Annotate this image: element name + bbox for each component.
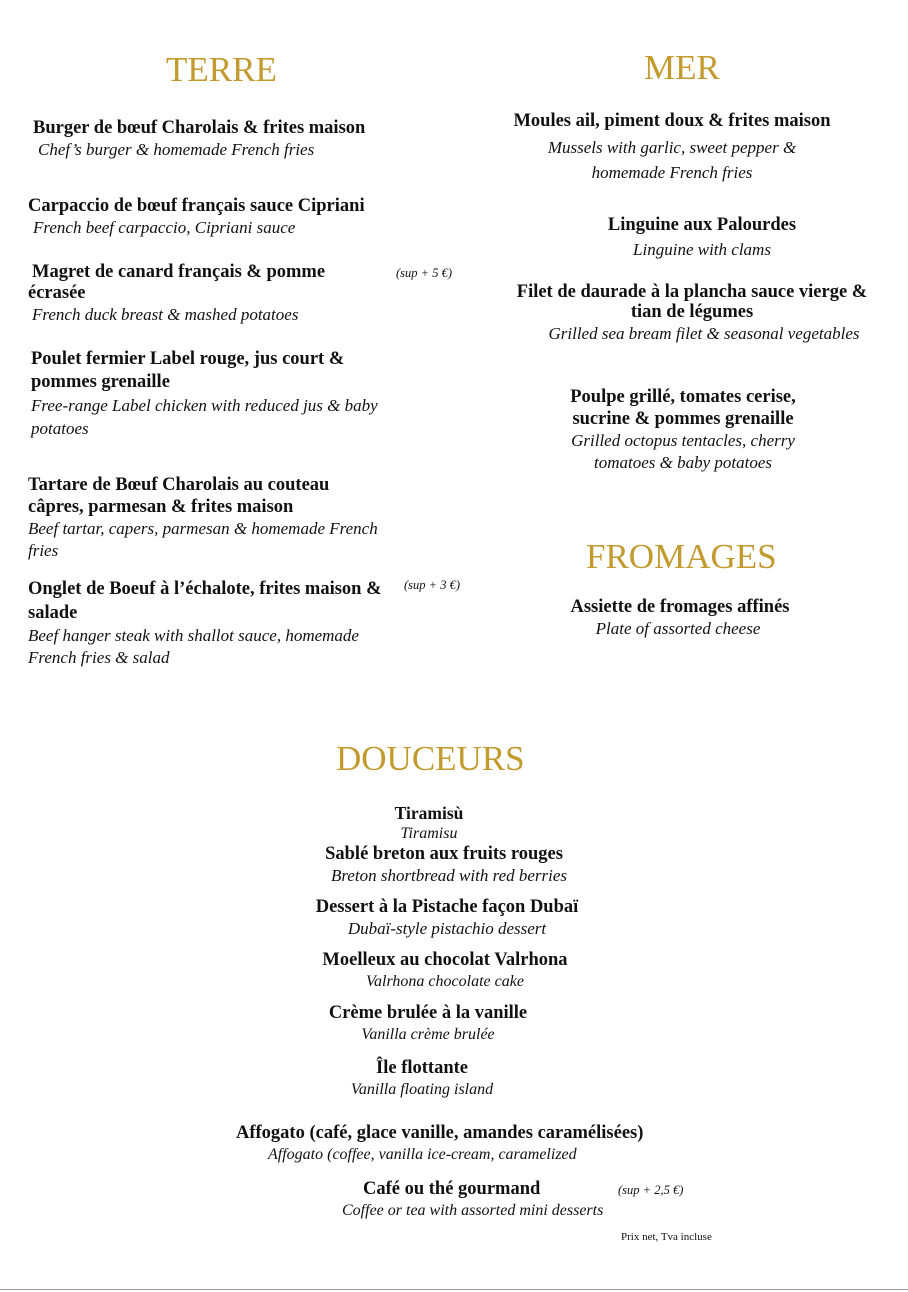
- dish-name-en: Coffee or tea with assorted mini desserts: [342, 1202, 604, 1219]
- dish-name-fr: Filet de daurade à la plancha sauce vierge & tian de légumes: [516, 282, 868, 322]
- dish-name-en: Beef tartar, capers, parmesan & homemade French fries: [28, 519, 378, 560]
- dish-name-fr: Poulpe grillé, tomates cerise, sucrine & pommes grenaille: [570, 387, 796, 429]
- dish-name-en: Dubaï-style pistachio dessert: [347, 919, 547, 938]
- menu-item: [297, 896, 597, 940]
- dish-name-en: Mussels with garlic, sweet pepper & homemade French fries: [547, 138, 797, 182]
- menu-item: [342, 1178, 612, 1222]
- mer-heading: MER: [644, 48, 720, 87]
- dish-name-fr: Moelleux au chocolat Valrhona: [322, 950, 568, 970]
- dish-name-fr: Burger de bœuf Charolais & frites maison: [33, 118, 366, 138]
- menu-item: [28, 577, 393, 669]
- page-bottom-border: [0, 1289, 908, 1290]
- menu-item: [542, 214, 862, 261]
- dish-name-fr: Café ou thé gourmand: [363, 1179, 541, 1199]
- menu-item: [33, 117, 413, 161]
- menu-item: [492, 110, 852, 185]
- supplement-price: (sup + 3 €): [404, 578, 460, 592]
- menu-item: [304, 949, 586, 993]
- dish-name-en: Affogato (coffee, vanilla ice-cream, caramelized: [268, 1146, 577, 1163]
- menu-item: [512, 282, 872, 345]
- fromages-heading: FROMAGES: [586, 537, 777, 576]
- dish-name-fr: Crème brulée à la vanille: [328, 1003, 528, 1023]
- dish-name-en: Linguine with clams: [633, 240, 771, 259]
- price-note: Prix net, Tva incluse: [621, 1231, 712, 1243]
- dish-name-en: Tiramisu: [400, 825, 458, 842]
- menu-item: [31, 348, 381, 440]
- dish-name-en: Grilled octopus tentacles, cherry tomatoes & baby potatoes: [571, 431, 795, 472]
- dish-name-en: Breton shortbread with red berries: [330, 866, 568, 885]
- supplement-price: (sup + 5 €): [396, 266, 452, 280]
- dish-name-fr: Dessert à la Pistache façon Dubaï: [315, 897, 579, 917]
- dish-name-fr: Sablé breton aux fruits rouges: [325, 844, 563, 864]
- dish-name-en: Vanilla floating island: [350, 1081, 494, 1098]
- menu-item: [329, 803, 529, 844]
- dish-name-fr: Tartare de Bœuf Charolais au couteau câpres, parmesan & frites maison: [28, 475, 330, 517]
- dish-name-fr: Assiette de fromages affinés: [570, 597, 790, 617]
- dish-name-en: Beef hanger steak with shallot sauce, homemade French fries & salad: [28, 626, 359, 667]
- menu-item: [236, 1122, 686, 1166]
- dish-name-fr: Onglet de Boeuf à l’échalote, frites maison & salade: [28, 579, 382, 623]
- dish-name-en: Plate of assorted cheese: [595, 619, 761, 638]
- menu-item: [28, 195, 413, 239]
- dish-name-en: Valrhona chocolate cake: [366, 973, 524, 990]
- supplement-price: (sup + 2,5 €): [618, 1183, 684, 1197]
- dish-name-en: Grilled sea bream filet & seasonal vegetables: [548, 324, 860, 343]
- dish-name-en: French duck breast & mashed potatoes: [32, 305, 299, 324]
- menu-item: [548, 596, 812, 640]
- menu-item: [28, 474, 378, 562]
- menu-item: [322, 1057, 522, 1101]
- terre-heading: TERRE: [166, 50, 277, 89]
- dish-name-fr: Tiramisù: [394, 803, 464, 823]
- dish-name-fr: Carpaccio de bœuf français sauce Cipriani: [28, 196, 365, 216]
- dish-name-en: Vanilla crème brulée: [361, 1026, 495, 1043]
- dish-name-fr: Moules ail, piment doux & frites maison: [513, 111, 831, 131]
- douceurs-heading: DOUCEURS: [336, 739, 525, 778]
- dish-name-fr: Magret de canard français & pomme écrasée: [28, 262, 326, 303]
- dish-name-fr: Poulet fermier Label rouge, jus court & pommes grenaille: [31, 349, 345, 392]
- dish-name-fr: Île flottante: [376, 1058, 468, 1078]
- dish-name-en: Free-range Label chicken with reduced jus & baby potatoes: [31, 396, 378, 438]
- dish-name-en: French beef carpaccio, Cipriani sauce: [33, 218, 296, 237]
- menu-item: [552, 386, 814, 474]
- menu-item: [28, 262, 373, 326]
- menu-item: [313, 1002, 543, 1046]
- dish-name-fr: Linguine aux Palourdes: [607, 215, 797, 235]
- dish-name-fr: Affogato (café, glace vanille, amandes caramélisées): [236, 1123, 644, 1143]
- dish-name-en: Chef’s burger & homemade French fries: [38, 140, 315, 159]
- menu-item: [299, 843, 589, 887]
